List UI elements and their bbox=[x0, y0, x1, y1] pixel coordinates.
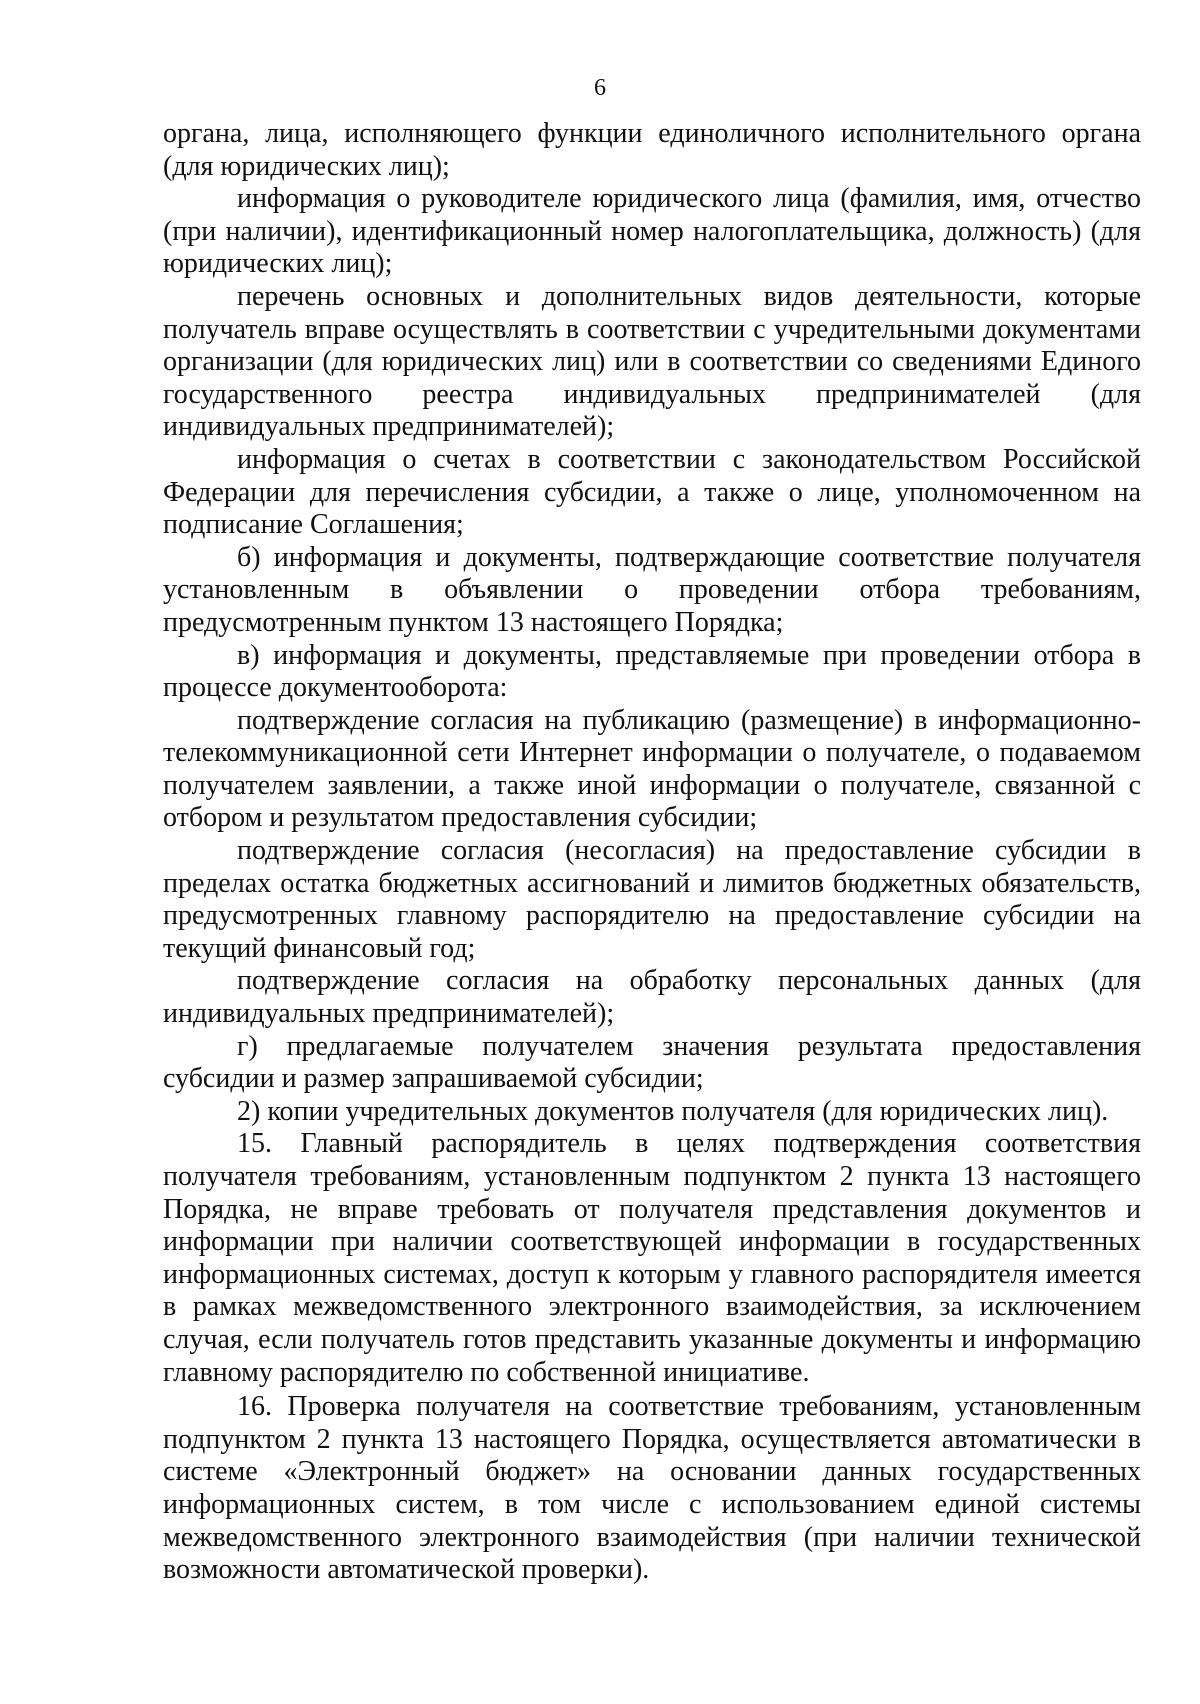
paragraph-head-info: информация о руководителе юридического лица (фамилия, имя, отчество (при наличии), идентификационный номер налогоплательщика, должность) (для юридических лиц); bbox=[163, 183, 1141, 280]
document-body bbox=[163, 118, 1141, 1587]
page-number: 6 bbox=[594, 75, 606, 101]
paragraph-item-b: б) информация и документы, подтверждающие соответствие получателя установленным в объявлении о проведении отбора требованиям, предусмотренным пунктом 13 настоящего Порядка; bbox=[163, 541, 1141, 638]
paragraph-item-g: г) предлагаемые получателем значения результата предоставления субсидии и размер запрашиваемой субсидии; bbox=[163, 1030, 1141, 1095]
paragraph-personal-data-consent: подтверждение согласия на обработку персональных данных (для индивидуальных предпринимателей); bbox=[163, 965, 1141, 1030]
paragraph-activities-list: перечень основных и дополнительных видов деятельности, которые получатель вправе осуществлять в соответствии с учредительными документами организации (для юридических лиц) или в соответствии со сведениями Единого государственного реестра индивидуальных предпринимателей (для индивидуальных предпринимателей); bbox=[163, 280, 1141, 443]
paragraph-item-v: в) информация и документы, представляемые при проведении отбора в процессе документооборота: bbox=[163, 639, 1141, 704]
paragraph-item-2: 2) копии учредительных документов получателя (для юридических лиц). bbox=[237, 1095, 1109, 1127]
paragraph-subsidy-consent: подтверждение согласия (несогласия) на предоставление субсидии в пределах остатка бюджетных ассигнований и лимитов бюджетных обязательств, предусмотренных главному распорядителю на предоставление субсидии на текущий финансовый год; bbox=[163, 835, 1141, 964]
paragraph-continuation: органа, лица, исполняющего функции единоличного исполнительного органа (для юридических лиц); bbox=[163, 118, 1141, 182]
paragraph-accounts-info: информация о счетах в соответствии с законодательством Российской Федерации для перечисления субсидии, а также о лице, уполномоченном на подписание Соглашения; bbox=[163, 443, 1141, 541]
paragraph-publication-consent: подтверждение согласия на публикацию (размещение) в информационно-телекоммуникационной сети Интернет информации о получателе, о подаваемом получателем заявлении, а также иной информации о получателе, связанной с отбором и результатом предоставления субсидии; bbox=[163, 704, 1141, 834]
paragraph-clause-16: 16. Проверка получателя на соответствие требованиям, установленным подпунктом 2 пункта 13 настоящего Порядка, осуществляется автоматически в системе «Электронный бюджет» на основании данных государственных информационных систем, в том числе с использованием единой системы межведомственного электронного взаимодействия (при наличии технической возможности автоматической проверки). bbox=[163, 1391, 1141, 1586]
paragraph-clause-15: 15. Главный распорядитель в целях подтверждения соответствия получателя требованиям, установленным подпунктом 2 пункта 13 настоящего Порядка, не вправе требовать от получателя представления документов и информации при наличии соответствующей информации в государственных информационных системах, доступ к которым у главного распорядителя имеется в рамках межведомственного электронного взаимодействия, за исключением случая, если получатель готов представить указанные документы и информацию главному распорядителю по собственной инициативе. bbox=[163, 1128, 1141, 1388]
